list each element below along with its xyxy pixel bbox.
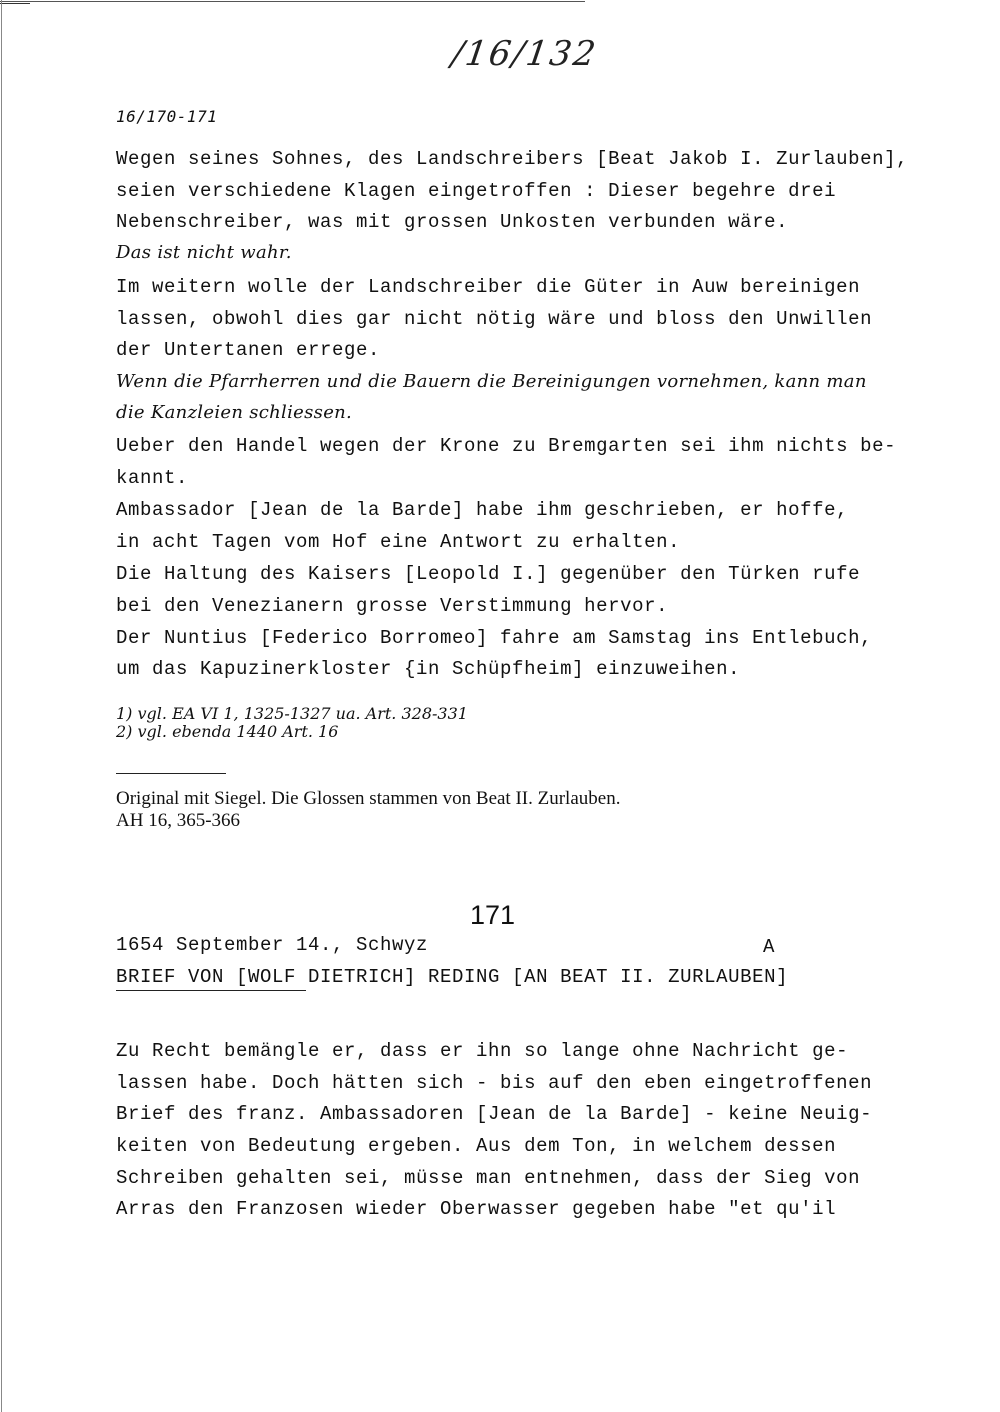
body-line: um das Kapuzinerkloster {in Schüpfheim] einzuweihen. bbox=[116, 658, 741, 680]
body-line: keiten von Bedeutung ergeben. Aus dem Ton, in welchem dessen bbox=[116, 1135, 837, 1157]
entry-date-place: 1654 September 14., Schwyz bbox=[116, 934, 429, 956]
footnote: 1) vgl. EA VI 1, 1325-1327 ua. Art. 328-331 bbox=[116, 704, 468, 723]
separator-rule bbox=[116, 773, 226, 774]
body-line: Wegen seines Sohnes, des Landschreibers [Beat Jakob I. Zurlauben], bbox=[116, 148, 909, 170]
body-line: lassen habe. Doch hätten sich - bis auf den eben eingetroffenen bbox=[116, 1072, 873, 1094]
body-line: Schreiben gehalten sei, müsse man entnehmen, dass der Sieg von bbox=[116, 1167, 861, 1189]
entry-title: BRIEF VON [WOLF DIETRICH] REDING [AN BEAT II. ZURLAUBEN] bbox=[116, 966, 789, 988]
body-line: Nebenschreiber, was mit grossen Unkosten verbunden wäre. bbox=[116, 211, 789, 233]
document-reference: 16/170-171 bbox=[116, 107, 218, 126]
scan-edge-top bbox=[0, 1, 585, 2]
entry-number: 171 bbox=[470, 900, 516, 930]
handwritten-gloss: Das ist nicht wahr. bbox=[116, 242, 292, 263]
separator-rule bbox=[116, 990, 306, 991]
body-line: Zu Recht bemängle er, dass er ihn so lange ohne Nachricht ge- bbox=[116, 1040, 849, 1062]
entry-letter-code: A bbox=[763, 936, 776, 958]
scan-edge-left bbox=[1, 0, 2, 1412]
handwritten-archive-number: /16/132 bbox=[449, 34, 600, 74]
handwritten-gloss: Wenn die Pfarrherren und die Bauern die Bereinigungen vornehmen, kann man bbox=[116, 371, 867, 392]
scan-edge-corner bbox=[0, 3, 30, 4]
body-line: Arras den Franzosen wieder Oberwasser gegeben habe "et qu'il bbox=[116, 1198, 837, 1220]
body-line: lassen, obwohl dies gar nicht nötig wäre und bloss den Unwillen bbox=[116, 308, 873, 330]
body-line: Die Haltung des Kaisers [Leopold I.] gegenüber den Türken rufe bbox=[116, 563, 861, 585]
source-note: AH 16, 365-366 bbox=[116, 810, 241, 831]
body-line: Brief des franz. Ambassadoren [Jean de la Barde] - keine Neuig- bbox=[116, 1103, 873, 1125]
handwritten-gloss: die Kanzleien schliessen. bbox=[116, 402, 353, 423]
body-line: Ambassador [Jean de la Barde] habe ihm geschrieben, er hoffe, bbox=[116, 499, 849, 521]
body-line: kannt. bbox=[116, 467, 189, 489]
source-note: Original mit Siegel. Die Glossen stammen von Beat II. Zurlauben. bbox=[116, 788, 621, 809]
body-line: Der Nuntius [Federico Borromeo] fahre am Samstag ins Entlebuch, bbox=[116, 627, 873, 649]
body-line: Ueber den Handel wegen der Krone zu Bremgarten sei ihm nichts be- bbox=[116, 435, 897, 457]
body-line: Im weitern wolle der Landschreiber die Güter in Auw bereinigen bbox=[116, 276, 861, 298]
body-line: bei den Venezianern grosse Verstimmung hervor. bbox=[116, 595, 669, 617]
footnote: 2) vgl. ebenda 1440 Art. 16 bbox=[116, 722, 339, 741]
body-line: seien verschiedene Klagen eingetroffen : Dieser begehre drei bbox=[116, 180, 837, 202]
body-line: der Untertanen errege. bbox=[116, 339, 381, 361]
body-line: in acht Tagen vom Hof eine Antwort zu erhalten. bbox=[116, 531, 681, 553]
